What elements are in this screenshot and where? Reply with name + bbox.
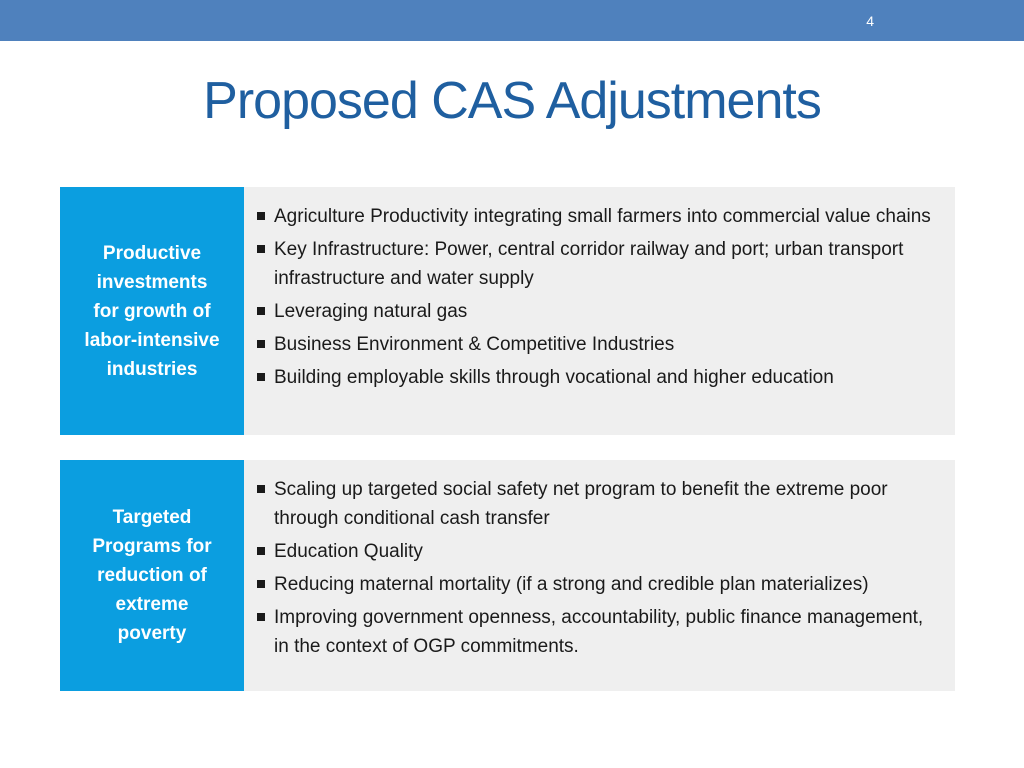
list-item-text: Education Quality (274, 541, 423, 562)
block-label-box (60, 187, 244, 435)
block-label: Productive investments for growth of labor-intensive industries (84, 242, 220, 380)
list-item (256, 570, 943, 599)
block-content (244, 460, 955, 691)
block-label-box (60, 460, 244, 691)
square-bullet-icon (257, 547, 265, 555)
list-item-text: Scaling up targeted social safety net program to benefit the extreme poor through conditional cash transfer (274, 479, 888, 529)
list-item (256, 235, 943, 293)
square-bullet-icon (257, 245, 265, 253)
bullet-list (256, 202, 943, 392)
list-item-text: Business Environment & Competitive Industries (274, 334, 675, 355)
list-item (256, 475, 943, 533)
list-item (256, 363, 943, 392)
top-bar (0, 0, 1024, 41)
square-bullet-icon (257, 580, 265, 588)
list-item-text: Building employable skills through vocational and higher education (274, 367, 834, 388)
list-item-text: Leveraging natural gas (274, 301, 468, 322)
square-bullet-icon (257, 307, 265, 315)
slide-title: Proposed CAS Adjustments (203, 72, 821, 130)
list-item-text: Key Infrastructure: Power, central corridor railway and port; urban transport infrastructure and water supply (274, 239, 904, 289)
list-item (256, 537, 943, 566)
square-bullet-icon (257, 613, 265, 621)
list-item (256, 603, 943, 661)
list-item (256, 202, 943, 231)
block-targeted-programs (60, 460, 955, 691)
square-bullet-icon (257, 212, 265, 220)
block-content (244, 187, 955, 435)
slide-number: 4 (866, 13, 874, 29)
list-item-text: Improving government openness, accountability, public finance management, in the context of OGP commitments. (274, 607, 924, 657)
square-bullet-icon (257, 373, 265, 381)
list-item-text: Agriculture Productivity integrating small farmers into commercial value chains (274, 206, 931, 227)
block-label: Targeted Programs for reduction of extreme poverty (92, 507, 212, 644)
square-bullet-icon (257, 485, 265, 493)
bullet-list (256, 475, 943, 661)
square-bullet-icon (257, 340, 265, 348)
list-item (256, 297, 943, 326)
list-item (256, 330, 943, 359)
list-item-text: Reducing maternal mortality (if a strong and credible plan materializes) (274, 574, 869, 595)
block-productive-investments (60, 187, 955, 435)
